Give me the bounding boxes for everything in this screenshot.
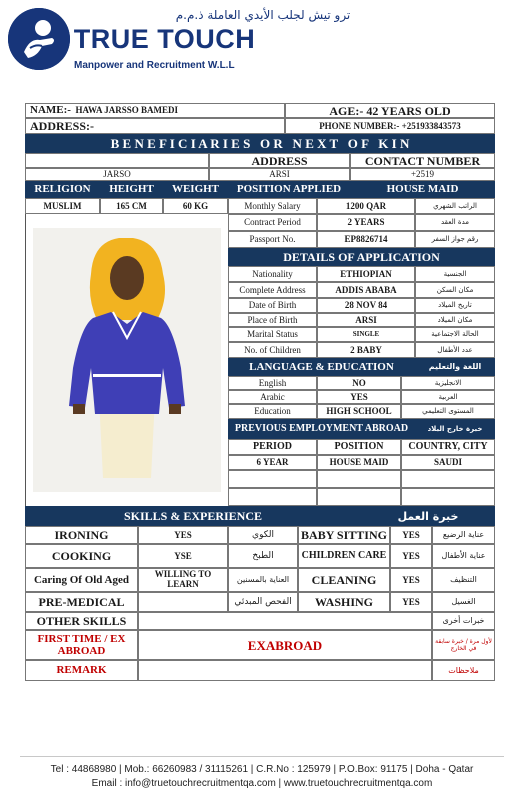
skill-label-ar: الطبخ bbox=[228, 544, 298, 568]
remark-value bbox=[138, 660, 432, 681]
language-label-ar: الانجليزية bbox=[401, 376, 495, 390]
language-title: LANGUAGE & EDUCATION bbox=[228, 358, 415, 376]
language-value: NO bbox=[317, 376, 401, 390]
skill-value bbox=[138, 592, 228, 612]
footer-divider bbox=[20, 756, 504, 757]
language-value: HIGH SCHOOL bbox=[317, 404, 401, 419]
beneficiary-contact: +2519 bbox=[350, 168, 495, 181]
employment-position: HOUSE MAID bbox=[317, 455, 401, 470]
first-time-label-ar: لأول مرة / خبرة سابقة في الخارج bbox=[432, 630, 495, 660]
detail-value: SINGLE bbox=[317, 327, 415, 342]
detail-label: Nationality bbox=[228, 266, 317, 282]
language-label: Arabic bbox=[228, 390, 317, 404]
position-applied-label: POSITION APPLIED bbox=[228, 181, 350, 198]
employment-country: SAUDI bbox=[401, 455, 495, 470]
detail-label: Complete Address bbox=[228, 282, 317, 298]
contract-label-ar: مدة العقد bbox=[415, 214, 495, 231]
employment-period-header: PERIOD bbox=[228, 439, 317, 455]
contract-label: Monthly Salary bbox=[228, 198, 317, 214]
employment-empty-cell bbox=[228, 488, 317, 506]
company-tagline: Manpower and Recruitment W.L.L bbox=[74, 60, 235, 71]
skill-label: CHILDREN CARE bbox=[298, 544, 390, 568]
skill-label-ar: عناية الرضيع bbox=[432, 526, 495, 544]
company-name: TRUE TOUCH bbox=[73, 24, 256, 54]
employment-country-header: COUNTRY, CITY bbox=[401, 439, 495, 455]
detail-label: No. of Children bbox=[228, 342, 317, 358]
detail-label-ar: مكان الميلاد bbox=[415, 313, 495, 327]
skill-label-ar: الكوي bbox=[228, 526, 298, 544]
first-time-value: EXABROAD bbox=[138, 630, 432, 660]
skill-value: YES bbox=[390, 568, 432, 592]
detail-value: ETHIOPIAN bbox=[317, 266, 415, 282]
skill-label: PRE-MEDICAL bbox=[25, 592, 138, 612]
detail-value: ADDIS ABABA bbox=[317, 282, 415, 298]
contract-label-ar: رقم جواز السفر bbox=[415, 231, 495, 248]
detail-label-ar: الجنسية bbox=[415, 266, 495, 282]
employment-empty-cell bbox=[401, 470, 495, 488]
detail-label-ar: الحالة الاجتماعية bbox=[415, 327, 495, 342]
skill-label-ar: التنظيف bbox=[432, 568, 495, 592]
beneficiary-address-header: ADDRESS bbox=[209, 153, 350, 168]
skill-label: CLEANING bbox=[298, 568, 390, 592]
beneficiary-blank bbox=[25, 153, 209, 168]
contract-label: Passport No. bbox=[228, 231, 317, 248]
beneficiary-address: ARSI bbox=[209, 168, 350, 181]
skill-label-ar: العناية بالمسنين bbox=[228, 568, 298, 592]
detail-label: Place of Birth bbox=[228, 313, 317, 327]
skills-title: SKILLS & EXPERIENCE bbox=[25, 506, 361, 526]
weight-value: 60 KG bbox=[163, 198, 228, 214]
detail-label-ar: تاريخ الميلاد bbox=[415, 298, 495, 313]
employment-empty-cell bbox=[228, 470, 317, 488]
beneficiary-contact-header: CONTACT NUMBER bbox=[350, 153, 495, 168]
skill-value: YSE bbox=[138, 544, 228, 568]
employment-title-ar: خبرة خارج البلاد bbox=[415, 419, 495, 439]
language-label-ar: العربية bbox=[401, 390, 495, 404]
footer-email: Email : info@truetouchrecruitmentqa.com | www.truetouchrecruitmentqa.com bbox=[91, 778, 433, 789]
language-label: English bbox=[228, 376, 317, 390]
hand-logo-icon bbox=[8, 8, 70, 70]
skill-value: YES bbox=[390, 544, 432, 568]
skill-label-ar: عناية الأطفال bbox=[432, 544, 495, 568]
height-label: HEIGHT bbox=[100, 181, 163, 198]
applicant-photo-image bbox=[33, 228, 221, 492]
employment-period: 6 YEAR bbox=[228, 455, 317, 470]
detail-value: ARSI bbox=[317, 313, 415, 327]
details-title: DETAILS OF APPLICATION bbox=[228, 248, 495, 266]
footer-contact: Tel : 44868980 | Mob.: 66260983 / 31115261 | C.R.No : 125979 | P.O.Box: 91175 | Doha - Qatar bbox=[50, 764, 474, 775]
language-value: YES bbox=[317, 390, 401, 404]
other-skills-value bbox=[138, 612, 432, 630]
company-name-arabic: ترو تيش لجلب الأيدي العاملة ذ.م.م bbox=[175, 8, 351, 22]
skill-label: WASHING bbox=[298, 592, 390, 612]
contract-label-ar: الراتب الشهري bbox=[415, 198, 495, 214]
detail-value: 28 NOV 84 bbox=[317, 298, 415, 313]
skill-value: WILLING TO LEARN bbox=[138, 568, 228, 592]
weight-label: WEIGHT bbox=[163, 181, 228, 198]
language-label-ar: المستوى التعليمي bbox=[401, 404, 495, 419]
skill-value: YES bbox=[390, 592, 432, 612]
contract-value: EP8826714 bbox=[317, 231, 415, 248]
position-applied-value: HOUSE MAID bbox=[350, 181, 495, 198]
phone-number: PHONE NUMBER:- +251933843573 bbox=[285, 118, 495, 134]
language-label: Education bbox=[228, 404, 317, 419]
applicant-photo bbox=[33, 228, 221, 492]
skill-value: YES bbox=[138, 526, 228, 544]
name-label: NAME:- bbox=[30, 104, 71, 116]
skill-label: BABY SITTING bbox=[298, 526, 390, 544]
age-cell: AGE:- 42 YEARS OLD bbox=[285, 103, 495, 118]
skill-label-ar: الغسيل bbox=[432, 592, 495, 612]
detail-value: 2 BABY bbox=[317, 342, 415, 358]
other-skills-label: OTHER SKILLS bbox=[25, 612, 138, 630]
skill-value: YES bbox=[390, 526, 432, 544]
employment-empty-cell bbox=[401, 488, 495, 506]
skill-label: COOKING bbox=[25, 544, 138, 568]
remark-label-ar: ملاحظات bbox=[432, 660, 495, 681]
contract-value: 1200 QAR bbox=[317, 198, 415, 214]
detail-label: Date of Birth bbox=[228, 298, 317, 313]
first-time-label: FIRST TIME / EX ABROAD bbox=[25, 630, 138, 660]
employment-position-header: POSITION bbox=[317, 439, 401, 455]
skill-label: Caring Of Old Aged bbox=[25, 568, 138, 592]
detail-label-ar: مكان السكن bbox=[415, 282, 495, 298]
other-skills-label-ar: خبرات أخرى bbox=[432, 612, 495, 630]
remark-label: REMARK bbox=[25, 660, 138, 681]
language-title-ar: اللغة والتعليم bbox=[415, 358, 495, 376]
beneficiaries-title: B E N E F I C I A R I E S O R N E X T O F K I N bbox=[25, 134, 495, 153]
religion-value: MUSLIM bbox=[25, 198, 100, 214]
contract-value: 2 YEARS bbox=[317, 214, 415, 231]
religion-label: RELIGION bbox=[25, 181, 100, 198]
employment-title: PREVIOUS EMPLOYMENT ABROAD bbox=[228, 419, 415, 439]
applicant-name: HAWA JARSSO BAMEDI bbox=[75, 105, 178, 115]
skills-title-ar: خبرة العمل bbox=[361, 506, 495, 526]
employment-empty-cell bbox=[317, 470, 401, 488]
contract-label: Contract Period bbox=[228, 214, 317, 231]
skill-label-ar: الفحص المبدئي bbox=[228, 592, 298, 612]
detail-label-ar: عدد الأطفال bbox=[415, 342, 495, 358]
beneficiary-name: JARSO bbox=[25, 168, 209, 181]
height-value: 165 CM bbox=[100, 198, 163, 214]
name-cell bbox=[25, 103, 285, 118]
employment-empty-cell bbox=[317, 488, 401, 506]
skill-label: IRONING bbox=[25, 526, 138, 544]
address-label: ADDRESS:- bbox=[25, 118, 285, 134]
company-logo bbox=[8, 8, 70, 70]
detail-label: Marital Status bbox=[228, 327, 317, 342]
